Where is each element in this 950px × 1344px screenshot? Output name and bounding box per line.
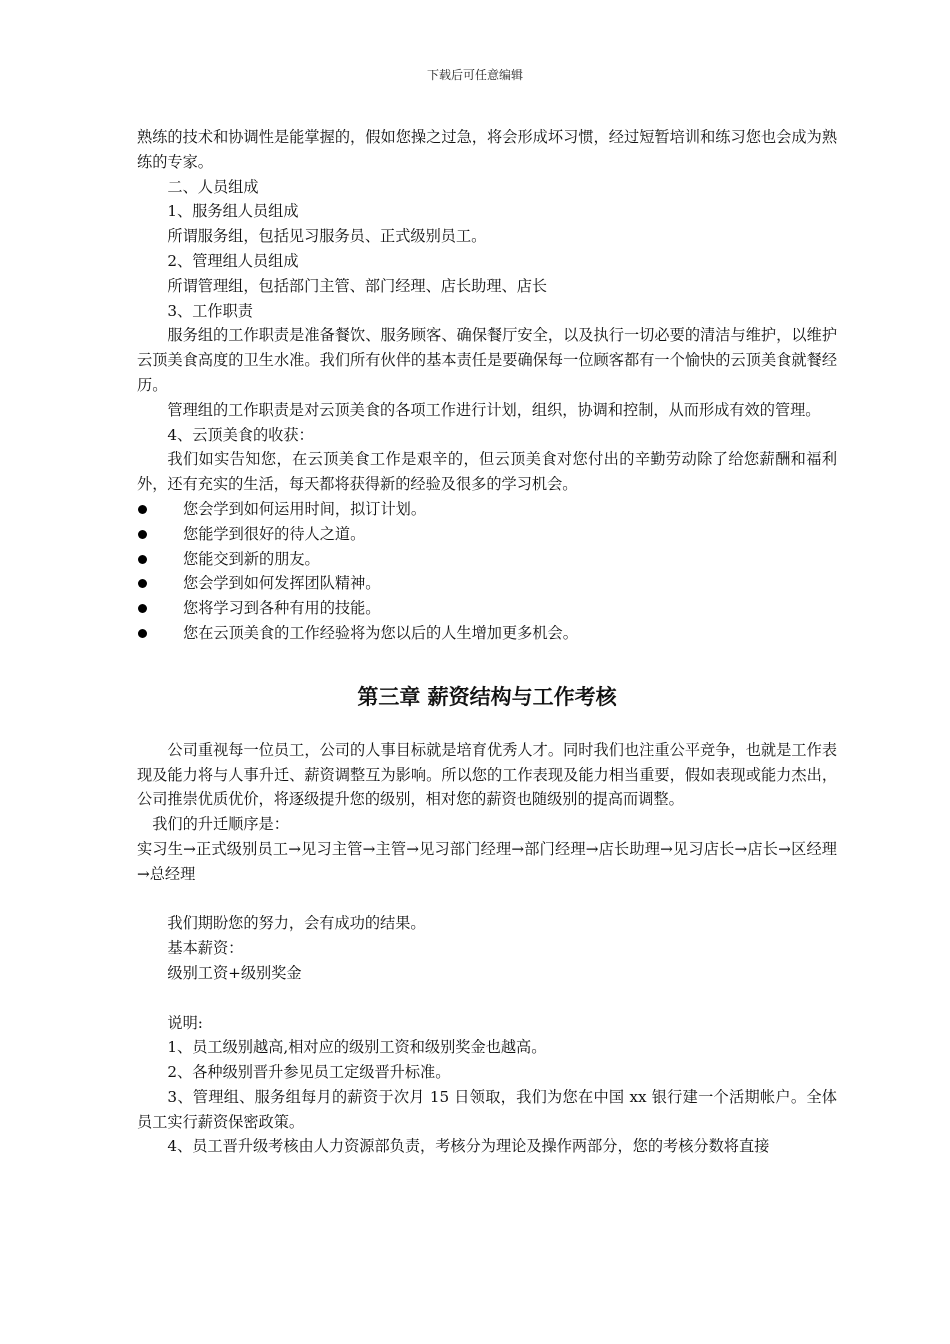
paragraph: 3、管理组、服务组每月的薪资于次月 15 日领取，我们为您在中国 xx 银行建一个活期帐户。全体员工实行薪资保密政策。 [137, 1087, 837, 1131]
list-item [137, 547, 837, 572]
bullet-icon [138, 629, 147, 638]
paragraph: 我们如实告知您，在云顶美食工作是艰辛的，但云顶美食对您付出的辛勤劳动除了给您薪酬和福利外，还有充实的生活，每天都将获得新的经验及很多的学习机会。 [137, 450, 837, 494]
list-item [137, 571, 837, 596]
page-header: 下载后可任意编辑 [426, 68, 523, 82]
paragraph: 基本薪资： [167, 939, 244, 958]
list-item-text: 您会学到如何运用时间，拟订计划。 [183, 499, 426, 518]
paragraph: 熟练的技术和协调性是能掌握的，假如您操之过急，将会形成坏习惯，经过短暂培训和练习您也会成为熟练的专家。 [137, 128, 837, 171]
document-body [137, 125, 837, 1159]
subsection-heading: 2、管理组人员组成 [167, 251, 299, 270]
list-item-text: 您会学到如何发挥团队精神。 [183, 574, 381, 593]
list-item [137, 497, 837, 522]
list-item-text: 您能交到新的朋友。 [183, 549, 320, 568]
subsection-heading: 1、服务组人员组成 [167, 202, 299, 221]
blank-line [137, 986, 837, 1011]
bullet-icon [138, 530, 147, 539]
chapter-title: 第三章 薪资结构与工作考核 [357, 684, 617, 709]
paragraph: 我们期盼您的努力，会有成功的结果。 [167, 914, 426, 933]
promotion-sequence: 实习生→正式级别员工→见习主管→主管→见习部门经理→部门经理→店长助理→见习店长→店长→区经理→总经理 [137, 839, 837, 883]
subsection-heading: 3、工作职责 [167, 301, 253, 320]
paragraph: 服务组的工作职责是准备餐饮、服务顾客、确保餐厅安全，以及执行一切必要的清洁与维护，以维护云顶美食高度的卫生水准。我们所有伙伴的基本责任是要确保每一位顾客都有一个愉快的云顶美食就餐经历。 [137, 326, 837, 394]
list-item-text: 您将学习到各种有用的技能。 [183, 599, 381, 618]
bullet-list [137, 497, 837, 646]
list-item [137, 596, 837, 621]
bullet-icon [138, 555, 147, 564]
paragraph: 管理组的工作职责是对云顶美食的各项工作进行计划，组织，协调和控制，从而形成有效的管理。 [167, 400, 821, 419]
bullet-icon [138, 604, 147, 613]
paragraph: 2、各种级别晋升参见员工定级晋升标准。 [167, 1063, 451, 1082]
paragraph: 公司重视每一位员工，公司的人事目标就是培育优秀人才。同时我们也注重公平竞争，也就是工作表现及能力将与人事升迁、薪资调整互为影响。所以您的工作表现及能力相当重要，假如表现或能力杰出，公司推崇优质优价，将逐级提升您的级别，相对您的薪资也随级别的提高而调整。 [137, 740, 837, 809]
paragraph: 1、员工级别越高,相对应的级别工资和级别奖金也越高。 [167, 1038, 547, 1057]
bullet-icon [138, 505, 147, 514]
blank-line [137, 887, 837, 912]
bullet-icon [138, 579, 147, 588]
paragraph: 所谓服务组，包括见习服务员、正式级别员工。 [167, 227, 487, 246]
paragraph: 所谓管理组，包括部门主管、部门经理、店长助理、店长 [167, 276, 548, 295]
paragraph: 4、员工晋升级考核由人力资源部负责，考核分为理论及操作两部分，您的考核分数将直接 [167, 1137, 770, 1156]
subsection-heading: 4、云顶美食的收获： [167, 425, 314, 444]
paragraph: 我们的升迁顺序是： [152, 815, 289, 834]
section-heading: 二、人员组成 [167, 177, 259, 196]
list-item-text: 您能学到很好的待人之道。 [183, 524, 366, 543]
list-item [137, 522, 837, 547]
list-item [137, 621, 837, 646]
paragraph: 说明: [167, 1013, 203, 1032]
paragraph: 级别工资+级别奖金 [167, 963, 302, 982]
list-item-text: 您在云顶美食的工作经验将为您以后的人生增加更多机会。 [183, 623, 578, 642]
